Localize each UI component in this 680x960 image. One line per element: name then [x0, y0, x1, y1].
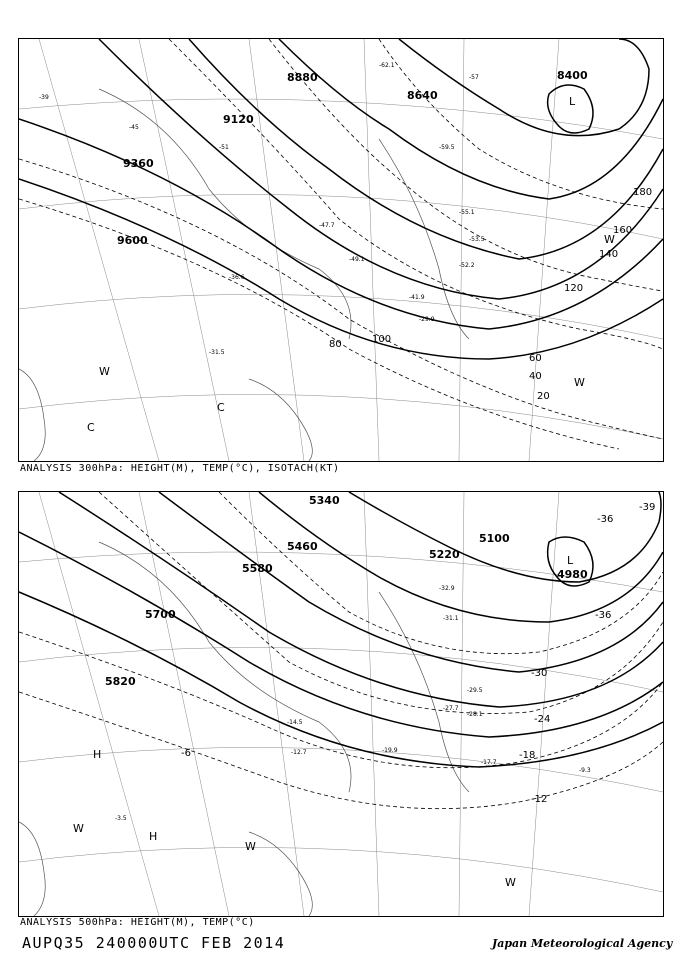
warm-center-marker: W: [574, 376, 585, 389]
isotach-label-100: 100: [372, 334, 392, 345]
isotherm-label: -6: [181, 748, 191, 759]
height-label-9360: 9360: [123, 157, 154, 170]
isotherm-label: -18: [519, 750, 536, 761]
isotach-label-160: 160: [613, 225, 633, 236]
station-label: -31.1: [443, 615, 459, 622]
temp-label: -39: [39, 94, 49, 101]
caption-500hpa: ANALYSIS 500hPa: HEIGHT(M), TEMP(°C): [20, 917, 255, 928]
temp-label: -29.9: [419, 316, 435, 323]
isotherm-label: -36: [597, 514, 614, 525]
warm-center-marker: W: [99, 365, 110, 378]
temp-label: -51: [219, 144, 229, 151]
station-label: -14.5: [287, 719, 303, 726]
isotherm-label: -36: [595, 610, 612, 621]
isotach-label-120: 120: [564, 283, 584, 294]
temp-label: -41.9: [409, 294, 425, 301]
height-label-5460: 5460: [287, 540, 318, 553]
temp-label: -53.5: [469, 236, 485, 243]
cold-center-marker: C: [217, 401, 225, 414]
temp-label: -47.7: [319, 222, 335, 229]
map-panel-500hpa: [18, 491, 664, 917]
temp-label: -49.1: [349, 256, 365, 263]
isotach-label-20: 20: [537, 391, 550, 402]
height-label-5580: 5580: [242, 562, 273, 575]
height-label-5100: 5100: [479, 532, 510, 545]
station-label: -3.5: [115, 815, 127, 822]
isotach-label-60: 60: [529, 353, 542, 364]
high-center-marker: H: [93, 748, 102, 761]
height-label-8880: 8880: [287, 71, 318, 84]
height-label-5340: 5340: [309, 494, 340, 507]
map-500hpa-labels: [19, 492, 663, 916]
height-label-8400: 8400: [557, 69, 588, 82]
map-300hpa-labels: [19, 39, 663, 461]
chart-code: AUPQ35 240000UTC FEB 2014: [22, 934, 286, 952]
isotherm-label: -30: [531, 668, 548, 679]
temp-label: -55.1: [459, 209, 475, 216]
warm-center-marker: W: [73, 822, 84, 835]
station-label: -9.3: [579, 767, 591, 774]
warm-center-marker: W: [505, 876, 516, 889]
isotach-label-140: 140: [599, 249, 619, 260]
isotach-label-80: 80: [329, 339, 342, 350]
warm-center-marker: W: [245, 840, 256, 853]
isotach-label-180: 180: [633, 187, 653, 198]
height-label-5820: 5820: [105, 675, 136, 688]
station-label: -32.9: [439, 585, 455, 592]
caption-300hpa: ANALYSIS 300hPa: HEIGHT(M), TEMP(°C), ISOTACH(KT): [20, 463, 340, 474]
cold-center-marker: C: [87, 421, 95, 434]
height-label-5700: 5700: [145, 608, 176, 621]
isotach-label-40: 40: [529, 371, 542, 382]
station-label: -28.1: [467, 711, 483, 718]
temp-label: -59.5: [439, 144, 455, 151]
height-label-9600: 9600: [117, 234, 148, 247]
isotherm-label: -12: [531, 794, 548, 805]
temp-label: -62.1: [379, 62, 395, 69]
isotherm-label: -39: [639, 502, 656, 513]
height-label-8640: 8640: [407, 89, 438, 102]
agency-name: Japan Meteorological Agency: [492, 937, 673, 950]
height-label-4980: 4980: [557, 568, 588, 581]
station-label: -17.7: [481, 759, 497, 766]
station-label: -12.7: [291, 749, 307, 756]
temp-label: -57: [469, 74, 479, 81]
temp-label: -36.6: [229, 274, 245, 281]
map-panel-300hpa: [18, 38, 664, 462]
temp-label: -52.2: [459, 262, 475, 269]
isotherm-label: -24: [534, 714, 551, 725]
temp-label: -31.5: [209, 349, 225, 356]
height-label-9120: 9120: [223, 113, 254, 126]
station-label: -29.5: [467, 687, 483, 694]
low-center-marker: L: [567, 554, 574, 567]
low-center-marker: L: [569, 95, 576, 108]
height-label-5220: 5220: [429, 548, 460, 561]
temp-label: -45: [129, 124, 139, 131]
high-center-marker: H: [149, 830, 158, 843]
warm-center-marker: W: [604, 233, 615, 246]
station-label: -27.7: [443, 705, 459, 712]
station-label: -19.9: [382, 747, 398, 754]
